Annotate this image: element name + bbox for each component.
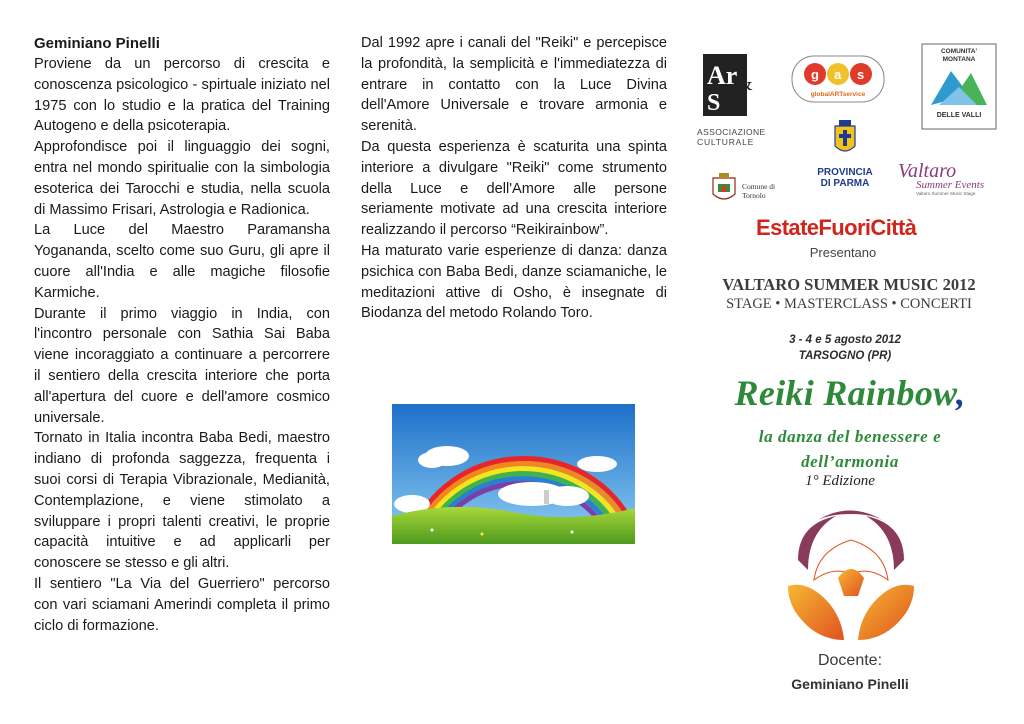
subtitle-line-1: la danza del benessere e [758,427,942,446]
tornolo-line-1: Comune di [742,182,776,191]
title-text: Reiki Rainbow [734,373,957,413]
arti-caption-1: ASSOCIAZIONE [697,127,766,137]
valtaro-summer-events-logo [898,162,998,196]
bio-paragraph: Approfondisce poi il linguaggio dei sogni, entra nel mondo spiritualie con la simbologia esoterica dei Tarocchi e studia, nella scuola di Massimo Frisari, Astrologia e Radionica. [34,139,330,218]
svg-text:Ar: Ar [707,61,738,90]
bio-paragraph: Durante il primo viaggio in India, con l'incontro personale con Sathia Sai Baba viene incoraggiato a continuare a percorrere il sentiero della crescita interiore che porta all'apertura del cuore e dell'amore cosmico universale. [34,305,330,426]
bio-paragraph: Tornato in Italia incontra Baba Bedi, maestro indiano di profonda saggezza, frequenta i suoi corsi di Terapia Vibrazionale, Medianità, Contemplazione, e viene stimolato a sviluppare i propri talenti creativi, le proprie capacità intuitive e ad applicarli per conoscere se stesso e gli altri. [34,430,330,572]
provincia-line-1: PROVINCIA [817,167,873,178]
reiki-column [361,33,667,324]
subtitle-line-2: dell’armonia [801,452,899,471]
hands-dove-emblem [778,500,924,648]
valtaro-script: Valtaro [898,160,957,182]
svg-text:s: s [857,67,865,82]
edition-label: 1° Edizione [805,473,875,489]
tornolo-line-2: Tornolo [742,191,766,200]
tornolo-crest-icon [710,172,738,206]
biography-column [34,33,330,636]
arti-suoni-logo [697,50,765,148]
reiki-paragraph: Ha maturato varie esperienze di danza: danza psichica con Baba Bedi, danze sciamaniche, le meditazioni attive di Osho, è insegnate di Biodanza del metodo Rolando Toro. [361,242,667,322]
svg-text:g: g [811,67,819,82]
provincia-line-2: DI PARMA [820,178,870,189]
svg-text:a: a [834,67,842,82]
title-comma: , [956,373,966,413]
provincia-shield-icon [833,118,857,158]
svg-text:&: & [737,73,753,95]
docente-label: Docente: [817,652,883,669]
valtaro-sub: Summer Events [916,179,985,191]
author-name: Geminiano Pinelli [34,35,160,52]
bio-paragraph: Il sentiero "La Via del Guerriero" percorso con vari sciamani Amerindi completa il primo ciclo di formazione. [34,575,330,634]
event-dates: 3 - 4 e 5 agosto 2012 [789,334,901,346]
svg-text:S: S [707,90,721,116]
flyer-title [700,372,1000,414]
stage-line: STAGE • MASTERCLASS • CONCERTI [726,296,972,312]
comunita-bottom: DELLE VALLI [936,112,982,119]
gas-logo [790,54,886,104]
rainbow-landscape-image [392,404,635,544]
bio-paragraph: Proviene da un percorso di crescita e conoscenza psicologico - spirtuale iniziato nel 1975 con lo studio e la pratica del Training Autogeno e della psicoterapia. [34,56,330,135]
estate-fuori-citta-logo: EstateFuoriCittà [756,215,917,240]
svg-text:COMUNITA': COMUNITA' [940,48,978,55]
gas-caption: globalARTservice [810,91,866,98]
tornolo-label [742,182,775,200]
comunita-montana-logo [921,43,997,130]
event-name: VALTARO SUMMER MUSIC 2012 [722,275,976,294]
docente-name: Geminiano Pinelli [791,676,909,692]
provincia-label [800,167,890,189]
event-place: TARSOGNO (PR) [798,350,892,362]
presentano-label: Presentano [809,245,877,260]
bio-paragraph: La Luce del Maestro Paramansha Yogananda, scelto come suo Guru, gli apre il cuore all'India e alle magiche filosofie Karmiche. [34,222,330,301]
arti-caption-2: CULTURALE [697,137,755,147]
svg-text:MONTANA: MONTANA [942,56,976,63]
valtaro-tiny: Valtaro Summer Music Stage [916,191,976,196]
reiki-paragraph: Dal 1992 apre i canali del "Reiki" e percepisce la profondità, la semplicità e l'immediatezza di entrare in contatto con la Luce Divina dell'Amore Universale e trovare armonia e serenità. [361,35,667,135]
reiki-paragraph: Da questa esperienza è scaturita una spinta interiore a divulgare "Reiki" come strumento della Luce e dell'Amore alle persone seriamente motivate ad una crescita interiore realizzando il percorso “Reikirainbow”. [361,138,667,239]
